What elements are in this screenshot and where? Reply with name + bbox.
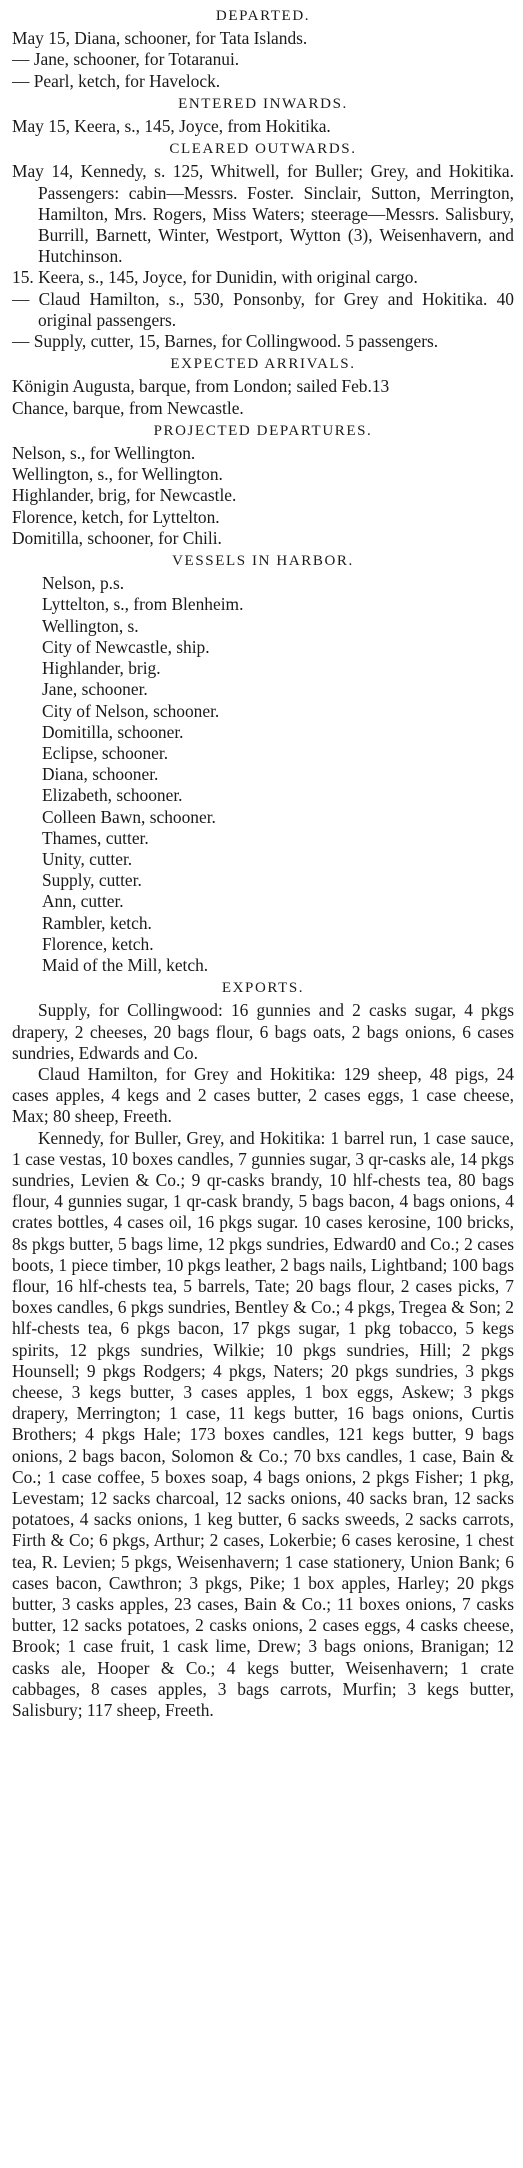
list-item: Supply, cutter. (42, 870, 142, 891)
list-item: — Claud Hamilton, s., 530, Ponsonby, for Grey and Hokitika. 40 original passengers. (12, 288, 514, 330)
list-item: Highlander, brig. (42, 658, 161, 679)
list-item: — Supply, cutter, 15, Barnes, for Collingwood. 5 passengers. (12, 331, 439, 352)
list-item: Wellington, s. (42, 615, 139, 636)
list-item: Wellington, s., for Wellington. (12, 464, 223, 485)
list-item: Highlander, brig, for Newcastle. (12, 485, 237, 506)
list-item: Rambler, ketch. (42, 912, 152, 933)
list-item: Elizabeth, schooner. (42, 785, 183, 806)
paragraph: Supply, for Collingwood: 16 gunnies and 2 casks sugar, 4 pkgs drapery, 2 cheeses, 20 bags flour, 6 bags oats, 2 bags onions, 6 cases sundries, Edwards and Co. (12, 1000, 514, 1063)
list-item: City of Newcastle, ship. (42, 636, 210, 657)
section-heading: ENTERED INWARDS. (178, 95, 348, 112)
section-entered-inwards (12, 94, 514, 137)
section-expected-arrivals (12, 354, 514, 419)
section-vessels-in-harbor (12, 551, 514, 976)
section-heading: VESSELS IN HARBOR. (172, 553, 354, 570)
section-heading: EXPORTS. (221, 980, 305, 997)
section-cleared-outwards (12, 139, 514, 352)
list-item: Diana, schooner. (42, 764, 159, 785)
list-item: City of Nelson, schooner. (42, 700, 220, 721)
list-item: Unity, cutter. (42, 848, 133, 869)
list-item: 15. Keera, s., 145, Joyce, for Dunidin, with original cargo. (12, 267, 418, 288)
section-projected-departures (12, 421, 514, 549)
section-departed (12, 6, 514, 92)
list-item: May 14, Kennedy, s. 125, Whitwell, for Buller; Grey, and Hokitika. Passengers: cabin—Messrs. Foster. Sinclair, Sutton, Merrington, Hamilton, Mrs. Rogers, Miss Waters; steerage—Messrs. Salisbury, Burrill, Barnett, Winter, Westport, Wytton (3), Weisenhavern, and Hutchinson. (12, 161, 514, 267)
list-item: Domitilla, schooner. (42, 721, 184, 742)
list-item: Eclipse, schooner. (42, 742, 169, 763)
section-heading: PROJECTED DEPARTURES. (153, 422, 373, 439)
list-item: Jane, schooner. (42, 679, 148, 700)
list-item: Florence, ketch, for Lyttelton. (12, 506, 220, 527)
list-item: Nelson, p.s. (42, 573, 125, 594)
section-heading: EXPECTED ARRIVALS. (170, 356, 356, 373)
list-item: Colleen Bawn, schooner. (42, 806, 216, 827)
list-item: May 15, Diana, schooner, for Tata Islands. (12, 28, 308, 49)
list-item: Florence, ketch. (42, 933, 154, 954)
list-item: Nelson, s., for Wellington. (12, 443, 196, 464)
list-item: Lyttelton, s., from Blenheim. (42, 594, 244, 615)
paragraph: Claud Hamilton, for Grey and Hokitika: 129 sheep, 48 pigs, 24 cases apples, 4 kegs and 2 cases butter, 2 cases eggs, 1 case cheese, Max; 80 sheep, Freeth. (12, 1063, 514, 1127)
list-item: Chance, barque, from Newcastle. (12, 397, 244, 418)
list-item: Thames, cutter. (42, 827, 149, 848)
list-item: Ann, cutter. (42, 891, 124, 912)
list-item: — Pearl, ketch, for Havelock. (12, 70, 221, 91)
section-exports (12, 978, 514, 1721)
list-item: Königin Augusta, barque, from London; sailed Feb.13 (12, 376, 390, 397)
section-heading: CLEARED OUTWARDS. (169, 141, 357, 158)
section-heading: DEPARTED. (215, 8, 311, 24)
list-item: Maid of the Mill, ketch. (42, 954, 209, 975)
list-item: Domitilla, schooner, for Chili. (12, 527, 222, 548)
list-item: May 15, Keera, s., 145, Joyce, from Hokitika. (12, 116, 331, 137)
list-item: — Jane, schooner, for Totaranui. (12, 49, 240, 70)
paragraph: Kennedy, for Buller, Grey, and Hokitika: 1 barrel run, 1 case sauce, 1 case vestas, 10 boxes candles, 7 gunnies sugar, 3 qr-casks ale, 14 pkgs sundries, Levien & Co.; 9 qr-casks brandy, 10 hlf-chests tea, 80 bags flour, 4 gunnies sugar, 1 qr-cask brandy, 5 bags bacon, 4 bags onions, 4 crates bottles, 4 cases oil, 16 pkgs sugar. 10 cases kerosine, 100 bricks, 8s pkgs butter, 5 bags lime, 12 pkgs sundries, Edward0 and Co.; 2 cases boots, 1 piece timber, 10 pkgs leather, 2 bags nails, Lightband; 100 bags flour, 16 hlf-chests tea, 5 barrels, Tate; 20 bags flour, 2 cases picks, 7 boxes candles, 6 pkgs sundries, Bentley & Co.; 4 pkgs, Tregea & Son; 2 hlf-chests tea, 6 pkgs bacon, 17 pkgs sugar, 1 pkg tobacco, 5 kegs spirits, 12 pkgs sundries, Wilkie; 10 pkgs sundries, Hill; 2 pkgs Hounsell; 9 pkgs Rodgers; 4 pkgs, Naters; 20 pkgs sundries, 3 pkgs cheese, 3 kegs butter, 3 cases apples, 1 box eggs, Askew; 3 pkgs drapery, Merrington; 1 case, 11 kegs butter, 16 bags onions, Curtis Brothers; 4 pkgs Hale; 173 boxes candles, 121 kegs butter, 9 bags onions, 2 bags bacon, Solomon & Co.; 70 bxs candles, 1 case, Bain & Co.; 1 case coffee, 5 boxes soap, 4 bags onions, 2 pkgs Fisher; 1 pkg, Levestam; 12 sacks charcoal, 12 sacks onions, 40 sacks bran, 12 sacks potatoes, 4 sacks onions, 1 keg butter, 6 sacks sweeds, 2 sacks carrots, Firth & Co; 6 pkgs, Arthur; 2 cases, Lokerbie; 6 cases kerosine, 1 chest tea, R. Levien; 5 pkgs, Weisenhavern; 1 case stationery, Union Bank; 6 cases bacon, Cawthron; 3 pkgs, Pike; 1 box apples, Harley; 20 pkgs butter, 3 casks apples, 23 cases, Bain & Co.; 11 boxes onions, 7 casks butter, 12 sacks potatoes, 2 casks onions, 2 cases eggs, 4 casks cheese, Brook; 1 case fruit, 1 cask lime, Drew; 3 bags onions, Branigan; 12 casks ale, Hooper & Co.; 4 kegs butter, Weisenhavern; 1 crate cabbages, 8 cases apples, 3 bags carrots, Murfin; 3 kegs butter, Salisbury; 117 sheep, Freeth. (12, 1127, 514, 1721)
